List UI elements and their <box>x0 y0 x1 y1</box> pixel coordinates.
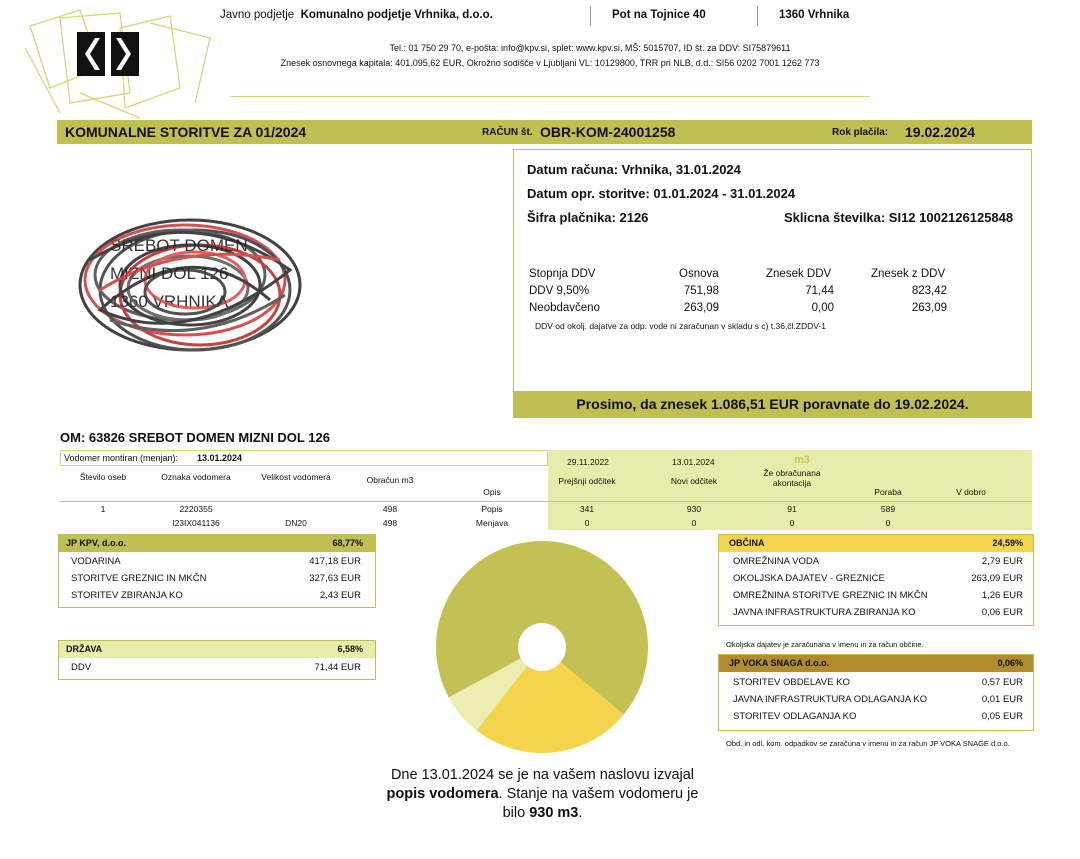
payer-code: Šifra plačnika: 2126 <box>527 210 649 225</box>
invoice-title: KOMUNALNE STORITVE ZA 01/2024 <box>65 124 307 140</box>
meter-cell: I23IX041136 <box>172 518 220 528</box>
mounted-label: Vodomer montiran (menjan): <box>64 453 179 463</box>
obcina-item <box>719 605 1033 622</box>
meter-cell: 930 <box>686 504 702 514</box>
voka-item-amount: 0,05 EUR <box>981 711 1023 722</box>
meter-cell: 589 <box>880 504 896 514</box>
obcina-name: OBČINA <box>729 538 765 548</box>
invoice-number: OBR-KOM-24001258 <box>540 124 676 140</box>
payment-message: Prosimo, da znesek 1.086,51 EUR poravnate do 19.02.2024. <box>513 391 1032 418</box>
col-header-billed: Obračun m3 <box>366 475 414 485</box>
obcina-item <box>719 588 1033 605</box>
header-divider <box>590 6 591 26</box>
obcina-item-amount: 263,09 EUR <box>971 573 1023 584</box>
due-date-label: Rok plačila: <box>832 127 889 138</box>
kpv-pct: 68,77% <box>332 538 363 548</box>
col-header-advance: Že obračunana akontacija <box>763 468 821 488</box>
vat-cell: DDV 9,50% <box>529 285 590 297</box>
meter-table <box>60 450 1032 530</box>
kpv-item-label: VODARINA <box>71 556 121 567</box>
voka-item <box>719 675 1033 692</box>
drzava-name: DRŽAVA <box>66 644 103 654</box>
voka-item-amount: 0,57 EUR <box>981 677 1023 688</box>
company-name: Komunalno podjetje Vrhnika, d.o.o. <box>300 9 493 21</box>
obcina-item-amount: 2,79 EUR <box>981 556 1023 567</box>
obcina-header <box>719 535 1033 552</box>
reading-note-text: . Stanje na vašem vodomeru je bilo <box>498 786 699 821</box>
col-header-desc: Opis <box>483 487 501 497</box>
kpv-box <box>58 534 376 608</box>
due-date: 19.02.2024 <box>905 124 976 140</box>
title-bar <box>57 120 1032 144</box>
meter-cell: Popis <box>481 504 503 514</box>
kpv-item-label: STORITVE GREZNIC IN MKČN <box>71 573 207 584</box>
meter-cell: 498 <box>382 504 398 514</box>
kpv-logo-icon <box>77 32 139 76</box>
header-divider <box>757 6 758 26</box>
prev-reading-date: 29.11.2022 <box>567 457 609 467</box>
meter-cell: 1 <box>100 504 106 514</box>
recipient-city: 1360 VRHNIKA <box>110 292 229 311</box>
vat-header: Osnova <box>679 268 719 280</box>
voka-item-label: JAVNA INFRASTRUKTURA ODLAGANJA KO <box>733 694 928 705</box>
obcina-pct: 24,59% <box>992 538 1023 548</box>
meter-cell: 2220355 <box>179 504 213 514</box>
meter-cell: DN20 <box>285 518 307 528</box>
voka-item-label: STORITEV ODLAGANJA KO <box>733 711 857 722</box>
kpv-item <box>59 554 375 571</box>
obcina-item <box>719 554 1033 571</box>
meter-cell: Menjava <box>475 518 509 528</box>
obcina-item-label: OMREŽNINA STORITVE GREZNIC IN MKČN <box>733 590 928 601</box>
logo-mark <box>77 32 139 76</box>
reading-note-text: . <box>578 805 583 821</box>
vat-cell: Neobdavčeno <box>529 302 600 314</box>
meter-cell: 0 <box>691 518 697 528</box>
drzava-box <box>58 640 376 680</box>
col-header-meter-id: Oznaka vodomera <box>161 472 231 482</box>
voka-pct: 0,06% <box>997 658 1023 668</box>
drzava-item-amount: 71,44 EUR <box>314 662 361 673</box>
company-header <box>220 9 493 21</box>
col-header-new: Novi odčitek <box>670 476 718 486</box>
col-header-meter-size: Velikost vodomera <box>261 472 331 482</box>
reference-number: Sklicna številka: SI12 1002126125848 <box>784 210 1014 225</box>
capital-line: Znesek osnovnega kapitala: 401.095,62 EUR, Okrožno sodišče v Ljubljani VL: 10129800, TRR pri NLB, d.d.: SI56 0202 7001 1262 773 <box>280 58 820 68</box>
drzava-item-label: DDV <box>71 662 92 673</box>
vat-cell: 751,98 <box>683 285 719 297</box>
reading-note-bold: popis vodomera <box>386 786 499 802</box>
kpv-item-amount: 417,18 EUR <box>309 556 361 567</box>
company-city: 1360 Vrhnika <box>779 9 850 21</box>
col-header-credit: V dobro <box>956 487 986 497</box>
kpv-item <box>59 588 375 605</box>
recipient-name: SREBOT DOMEN <box>110 236 248 255</box>
voka-box <box>718 654 1034 731</box>
meter-cell: 0 <box>584 518 590 528</box>
kpv-item-amount: 2,43 EUR <box>319 590 361 601</box>
kpv-item-label: STORITEV ZBIRANJA KO <box>71 590 183 601</box>
obcina-item-amount: 0,06 EUR <box>981 607 1023 618</box>
company-prefix: Javno podjetje <box>220 9 295 21</box>
reading-note <box>380 766 705 823</box>
reading-note-bold: 930 m3 <box>529 805 579 821</box>
meter-cell: 0 <box>789 518 795 528</box>
obcina-item <box>719 571 1033 588</box>
unit-label: m3 <box>794 454 810 466</box>
meter-cell: 0 <box>885 518 891 528</box>
contact-line: Tel.: 01 750 29 70, e-pošta: info@kpv.si, splet: www.kpv.si, MŠ: 5015707, ID št. za DDV: SI75879611 <box>389 43 791 53</box>
measuring-point: OM: 63826 SREBOT DOMEN MIZNI DOL 126 <box>60 430 330 445</box>
meter-cell: 341 <box>579 504 595 514</box>
obcina-item-label: OKOLJSKA DAJATEV - GREZNICE <box>733 573 885 584</box>
vat-header: Znesek DDV <box>766 268 832 280</box>
vat-header: Stopnja DDV <box>529 268 596 280</box>
header-rule <box>230 96 870 97</box>
obcina-item-amount: 1,26 EUR <box>981 590 1023 601</box>
invoice-number-label: RAČUN št. <box>482 127 533 138</box>
drzava-pct: 6,58% <box>337 644 363 654</box>
invoice-info-box <box>513 149 1032 393</box>
meter-cell: 91 <box>787 504 797 514</box>
vat-note: DDV od okolj. dajatve za odp. vode ni zaračunan v skladu s c) t.36,čl.ZDDV-1 <box>535 321 827 331</box>
obcina-note: Okoljska dajatev je zaračunana v imenu in za račun občine. <box>726 640 924 649</box>
redaction-scribble <box>70 200 310 370</box>
voka-note: Obd. in odl. kom. odpadkov se zaračuna v imenu in za račun JP VOKA SNAGE d.o.o. <box>726 739 1010 748</box>
vat-cell: 263,09 <box>683 302 719 314</box>
vat-cell: 71,44 <box>805 285 834 297</box>
obcina-item-label: JAVNA INFRASTRUKTURA ZBIRANJA KO <box>733 607 916 618</box>
vat-cell: 823,42 <box>911 285 947 297</box>
voka-name: JP VOKA SNAGA d.o.o. <box>729 658 830 668</box>
voka-item <box>719 692 1033 709</box>
kpv-name: JP KPV, d.o.o. <box>66 538 127 548</box>
vat-cell: 263,09 <box>911 302 947 314</box>
voka-item-amount: 0,01 EUR <box>981 694 1023 705</box>
drzava-header <box>59 641 375 658</box>
pie-center-hole <box>518 623 566 671</box>
voka-item-label: STORITEV OBDELAVE KO <box>733 677 850 688</box>
share-pie-chart <box>430 535 654 759</box>
voka-header <box>719 655 1033 672</box>
mounted-date: 13.01.2024 <box>197 453 243 463</box>
service-date: Datum opr. storitve: 01.01.2024 - 31.01.2024 <box>527 186 796 201</box>
obcina-item-label: OMREŽNINA VODA <box>733 556 820 567</box>
reading-note-text: Dne 13.01.2024 se je na vašem naslovu izvajal <box>390 767 695 783</box>
obcina-box <box>718 534 1034 626</box>
vat-cell: 0,00 <box>811 302 834 314</box>
kpv-header <box>59 535 375 552</box>
meter-rule <box>60 501 1032 502</box>
company-street: Pot na Tojnice 40 <box>612 9 706 21</box>
drzava-item <box>59 660 375 677</box>
col-header-prev: Prejšnji odčitek <box>558 476 616 486</box>
col-header-usage: Poraba <box>874 487 902 497</box>
vat-header: Znesek z DDV <box>871 268 946 280</box>
new-reading-date: 13.01.2024 <box>672 457 715 467</box>
recipient-street: MIZNI DOL 126 <box>110 264 229 283</box>
kpv-item <box>59 571 375 588</box>
kpv-item-amount: 327,63 EUR <box>309 573 361 584</box>
col-header-persons: Število oseb <box>79 472 127 482</box>
voka-item <box>719 709 1033 726</box>
invoice-date: Datum računa: Vrhnika, 31.01.2024 <box>527 162 741 177</box>
meter-cell: 498 <box>382 518 398 528</box>
